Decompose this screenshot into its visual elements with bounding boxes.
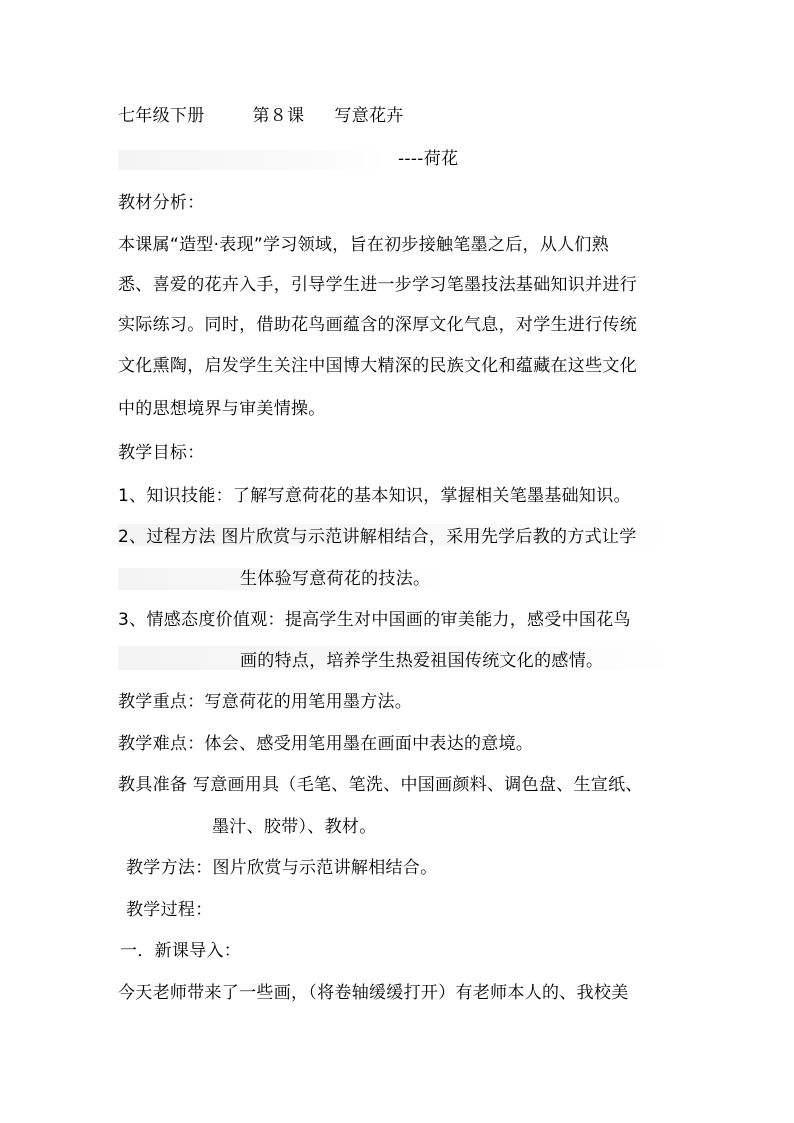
- analysis-line: 文化熏陶，启发学生关注中国博大精深的民族文化和蕴藏在这些文化: [118, 356, 637, 376]
- grade-label: 七年级下册: [118, 106, 205, 126]
- teaching-method: 教学方法：图片欣赏与示范讲解相结合。: [126, 858, 438, 878]
- lesson-topic: 写意花卉: [334, 106, 404, 126]
- lesson-title: [118, 104, 404, 128]
- goal-item-3-cont: 画的特点，培养学生热爱祖国传统文化的感情。: [240, 651, 604, 671]
- process-intro: 今天老师带来了一些画，（将卷轴缓缓打开）有老师本人的、我校美: [118, 983, 629, 1003]
- analysis-line: 悉、喜爱的花卉入手，引导学生进一步学习笔墨技法基础知识并进行: [118, 275, 637, 295]
- analysis-heading: 教材分析：: [118, 193, 205, 213]
- process-heading: 教学过程：: [126, 900, 213, 920]
- analysis-line: 实际练习。同时，借助花鸟画蕴含的深厚文化气息，对学生进行传统: [118, 315, 637, 335]
- process-step-1: 一．新课导入：: [120, 941, 242, 961]
- scan-band: [118, 150, 388, 170]
- tools-line-cont: 墨汁、胶带）、教材。: [212, 817, 377, 837]
- key-point: 教学重点：写意荷花的用笔用墨方法。: [118, 692, 413, 712]
- goal-item-2-cont: 生体验写意荷花的技法。: [240, 569, 431, 589]
- goal-item-2: 2、过程方法 图片欣赏与示范讲解相结合，采用先学后教的方式让学: [118, 527, 637, 547]
- analysis-line: 中的思想境界与审美情操。: [118, 399, 326, 419]
- goal-item-1: 1、知识技能：了解写意荷花的基本知识，掌握相关笔墨基础知识。: [118, 486, 631, 506]
- lesson-subtitle: ----荷花: [398, 149, 459, 169]
- goals-heading: 教学目标：: [118, 443, 205, 463]
- lesson-number: 第８课: [252, 106, 305, 126]
- difficulty: 教学难点：体会、感受用笔用墨在画面中表达的意境。: [118, 734, 534, 754]
- analysis-line: 本课属“造型·表现”学习领域，旨在初步接触笔墨之后，从人们熟: [118, 235, 610, 255]
- tools-line: 教具准备 写意画用具（毛笔、笔洗、中国画颜料、调色盘、生宣纸、: [118, 775, 643, 795]
- goal-item-3: 3、情感态度价值观：提高学生对中国画的审美能力，感受中国花鸟: [118, 610, 631, 630]
